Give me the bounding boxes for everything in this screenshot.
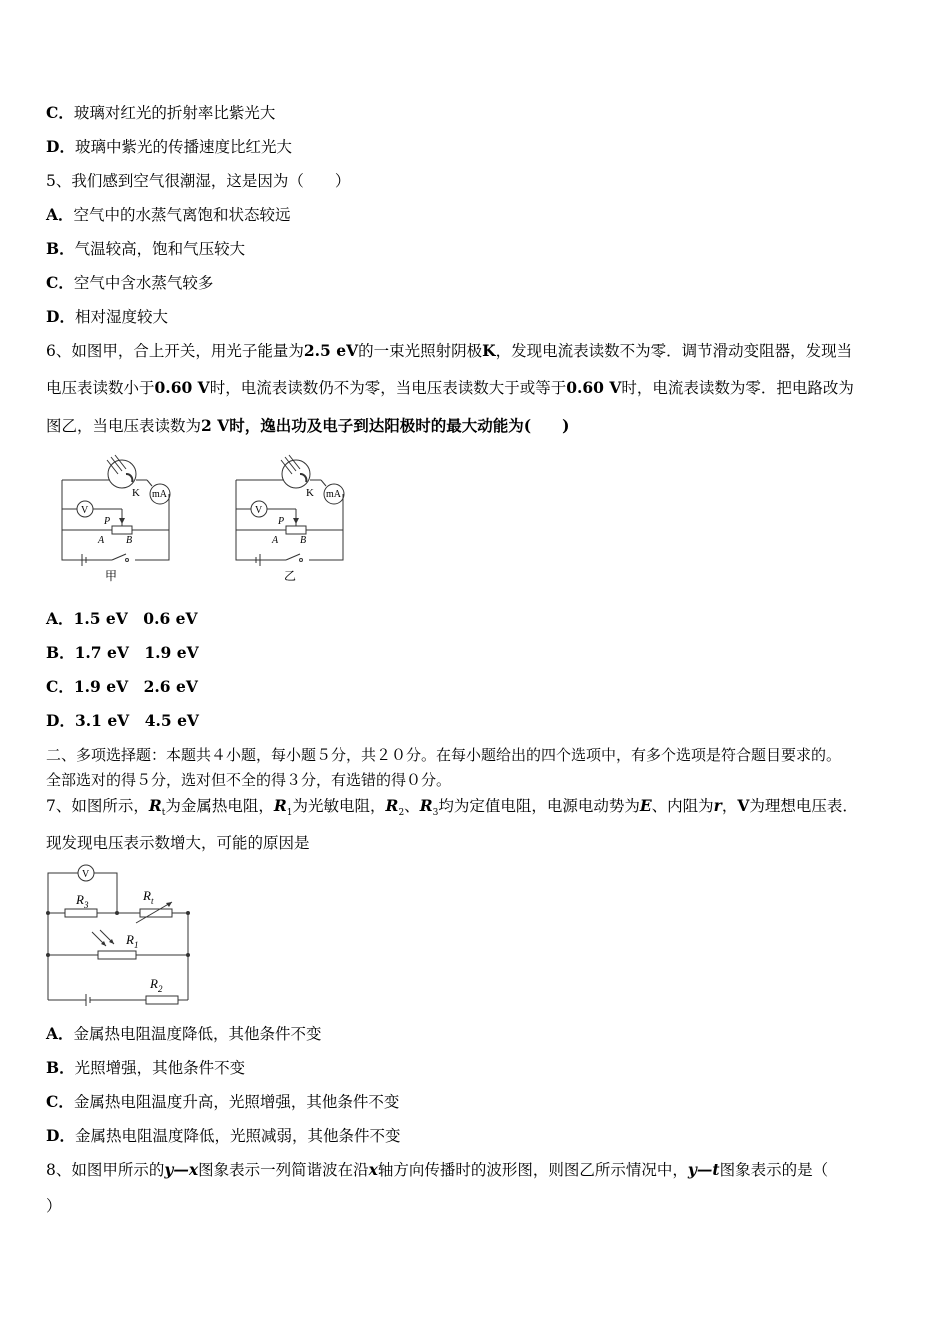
label-k: K (306, 487, 314, 499)
label-b: B (300, 535, 307, 546)
label-p: P (104, 516, 111, 527)
q7-stem-line1: 7、如图所示，$R_t$为金属热电阻，$R_1$为光敏电阻，$R_2$、$R_3$均为定值电阻，电源电动势为E、内阻为r，V为理想电压表． (46, 796, 858, 819)
q4-option-c: C．玻璃对红光的折射率比紫光大 (46, 103, 276, 122)
q6-circuit-figure-right (226, 452, 356, 591)
q6-circuit-left-svg (52, 452, 182, 587)
q5-stem: 5、我们感到空气很潮湿，这是因为（ ） (46, 172, 351, 190)
rheostat-icon (286, 526, 306, 534)
label-a: A (98, 535, 105, 546)
q7-option-d: D．金属热电阻温度降低，光照减弱，其他条件不变 (46, 1126, 401, 1145)
q8-stem-line2: ） (46, 1197, 62, 1215)
q7-circuit-svg (40, 860, 200, 1010)
label-p: P (278, 516, 285, 527)
resistor-r3 (65, 909, 97, 917)
switch-icon (112, 554, 126, 560)
q6-stem-line2: 电压表读数小于0.60 V时，电流表读数仍不为零，当电压表读数大于或等于0.60 V时，电流表读数为零．把电路改为 (46, 378, 854, 397)
label-v: V (82, 869, 90, 880)
label-rt: $R_t$ (143, 888, 154, 906)
section2-heading-line2: 全部选对的得５分，选对但不全的得３分，有选错的得０分。 (46, 771, 452, 789)
q4-option-d: D．玻璃中紫光的传播速度比红光大 (46, 137, 292, 156)
q5-option-a: A．空气中的水蒸气离饱和状态较远 (46, 205, 291, 224)
rheostat-icon (112, 526, 132, 534)
q7-option-a: A．金属热电阻温度降低，其他条件不变 (46, 1024, 322, 1043)
q6-circuit-figure-left (52, 452, 182, 591)
section2-heading-line1: 二、多项选择题：本题共４小题，每小题５分，共２０分。在每小题给出的四个选项中，有多个选项是符合题目要求的。 (46, 746, 842, 764)
caption-jia: 甲 (105, 569, 118, 583)
label-v: V (81, 505, 89, 516)
q6-stem-line1: 6、如图甲，合上开关，用光子能量为2.5 eV的一束光照射阴极K，发现电流表读数不为零．调节滑动变阻器，发现当 (46, 341, 853, 360)
resistor-r2 (146, 996, 178, 1004)
resistor-r1 (98, 951, 136, 959)
q5-option-d: D．相对湿度较大 (46, 307, 168, 326)
label-b: B (126, 535, 133, 546)
q5-option-c: C．空气中含水蒸气较多 (46, 273, 214, 292)
label-a: A (272, 535, 279, 546)
q8-stem-line1: 8、如图甲所示的y—x图象表示一列简谐波在沿x轴方向传播时的波形图，则图乙所示情况中，y—t图象表示的是（ (46, 1160, 829, 1179)
label-r1: $R_1$ (126, 932, 139, 950)
q6-option-a: A．1.5 eV 0.6 eV (46, 609, 198, 628)
label-v: V (255, 505, 263, 516)
switch-icon (286, 554, 300, 560)
q7-option-b: B．光照增强，其他条件不变 (46, 1058, 246, 1077)
label-k: K (132, 487, 140, 499)
q7-stem-line2: 现发现电压表示数增大，可能的原因是 (46, 834, 310, 852)
caption-yi: 乙 (284, 569, 297, 583)
label-r2: $R_2$ (150, 976, 163, 994)
q5-option-b: B．气温较高，饱和气压较大 (46, 239, 246, 258)
q6-option-b: B．1.7 eV 1.9 eV (46, 643, 199, 662)
q6-circuit-right-svg (226, 452, 356, 587)
label-r3: $R_3$ (76, 892, 89, 910)
q6-option-c: C．1.9 eV 2.6 eV (46, 677, 198, 696)
q7-option-c: C．金属热电阻温度升高，光照增强，其他条件不变 (46, 1092, 400, 1111)
resistor-rt (140, 909, 172, 917)
q6-stem-line3: 图乙，当电压表读数为2 V时，逸出功及电子到达阳极时的最大动能为( ) (46, 416, 570, 435)
q6-option-d: D．3.1 eV 4.5 eV (46, 711, 199, 730)
q7-circuit-figure (40, 860, 200, 1014)
label-ma: mA (326, 489, 341, 500)
label-ma: mA (152, 489, 167, 500)
